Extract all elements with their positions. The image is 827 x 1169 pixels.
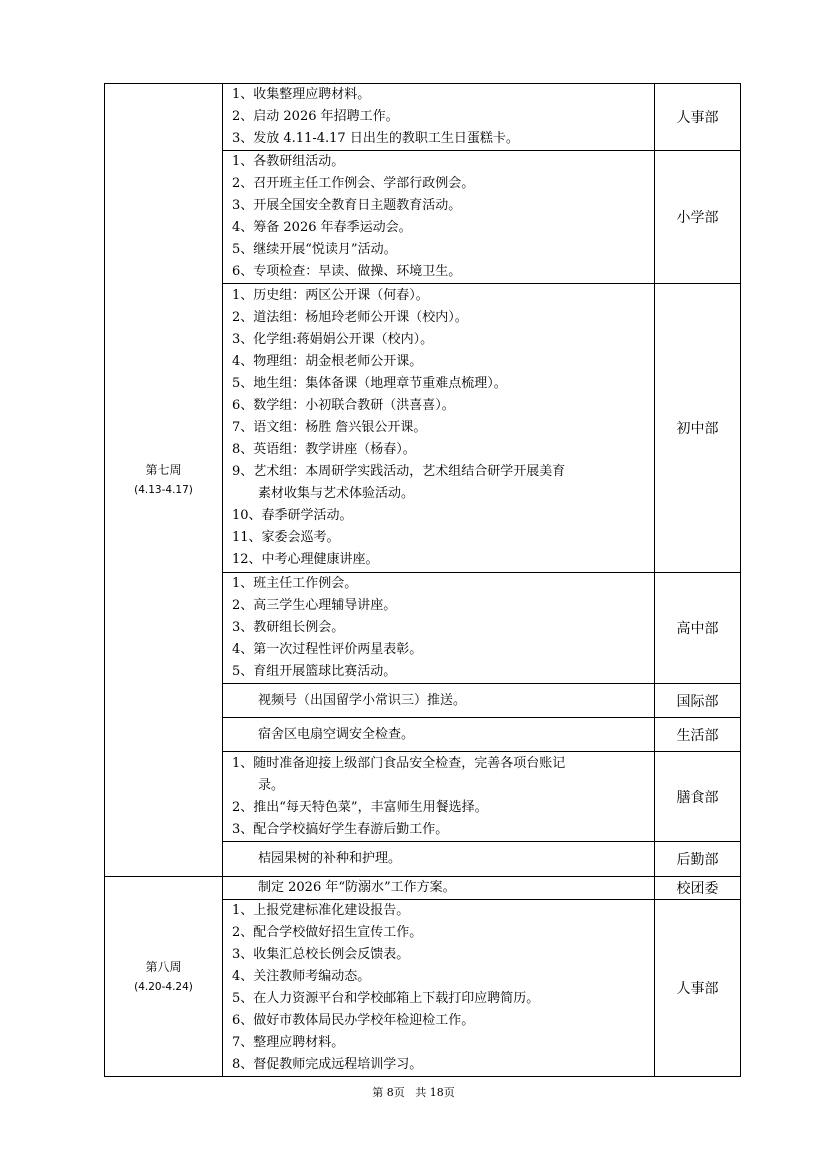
content-cell xyxy=(223,900,655,1077)
list-item: 5、继续开展“悦读月”活动。 xyxy=(232,242,397,257)
list-item: 2、召开班主任工作例会、学部行政例会。 xyxy=(232,176,475,191)
content-cell xyxy=(223,877,655,900)
list-item: 桔园果树的补种和护理。 xyxy=(258,851,402,866)
list-item: 2、推出“每天特色菜”，丰富师生用餐选择。 xyxy=(232,799,488,815)
content-cell xyxy=(223,842,655,877)
list-item: 7、语文组：杨胜 詹兴银公开课。 xyxy=(232,420,427,435)
list-item: 2、启动 2026 年招聘工作。 xyxy=(232,109,399,124)
list-item: 8、英语组：教学讲座（杨春）。 xyxy=(232,442,416,457)
content-cell xyxy=(223,84,655,151)
content-cell xyxy=(223,684,655,718)
list-item: 12、中考心理健康讲座。 xyxy=(232,552,379,567)
list-item: 2、配合学校做好招生宣传工作。 xyxy=(232,925,423,940)
list-item: 5、地生组：集体备课（地理章节重难点梳理）。 xyxy=(232,376,507,391)
list-item: 3、化学组:蒋娟娟公开课（校内）。 xyxy=(232,332,434,347)
content-cell xyxy=(223,718,655,752)
week-range: (4.13-4.17) xyxy=(134,484,193,496)
list-item: 7、整理应聘材料。 xyxy=(232,1035,345,1050)
list-item: 3、收集汇总校长例会反馈表。 xyxy=(232,947,410,962)
dept-cell: 国际部 xyxy=(655,684,741,718)
list-item: 1、历史组：两区公开课（何春）。 xyxy=(232,288,429,303)
list-item: 1、各教研组活动。 xyxy=(232,154,345,169)
dept-cell: 校团委 xyxy=(655,877,741,900)
list-item-continued: 素材收集与艺术体验活动。 xyxy=(258,486,415,501)
list-item: 1、班主任工作例会。 xyxy=(232,576,358,591)
table-row xyxy=(105,84,741,151)
list-item: 2、高三学生心理辅导讲座。 xyxy=(232,598,397,613)
dept-cell: 人事部 xyxy=(655,84,741,151)
week-range: (4.20-4.24) xyxy=(134,980,193,993)
list-item: 4、关注教师考编动态。 xyxy=(232,969,371,984)
dept-cell: 生活部 xyxy=(655,718,741,752)
list-item: 5、育组开展篮球比赛活动。 xyxy=(232,664,397,679)
list-item: 视频号（出国留学小常识三）推送。 xyxy=(258,692,467,708)
content-cell xyxy=(223,752,655,842)
list-item: 宿舍区电扇空调安全检查。 xyxy=(258,726,415,742)
table-row xyxy=(105,877,741,900)
content-cell xyxy=(223,284,655,573)
dept-cell: 小学部 xyxy=(655,151,741,284)
list-item: 8、督促教师完成远程培训学习。 xyxy=(232,1057,423,1072)
schedule-table xyxy=(104,83,741,1077)
list-item: 5、在人力资源平台和学校邮箱上下载打印应聘简历。 xyxy=(232,991,540,1006)
content-cell xyxy=(223,573,655,684)
list-item: 4、筹备 2026 年春季运动会。 xyxy=(232,220,412,235)
list-item: 10、春季研学活动。 xyxy=(232,508,353,523)
week-name: 第七周 xyxy=(145,463,182,477)
list-item: 3、配合学校搞好学生春游后勤工作。 xyxy=(232,821,449,837)
dept-cell: 膳食部 xyxy=(655,752,741,842)
dept-cell: 初中部 xyxy=(655,284,741,573)
list-item: 11、家委会巡考。 xyxy=(232,530,340,545)
list-item: 9、艺术组：本周研学实践活动，艺术组结合研学开展美育 xyxy=(232,464,566,479)
page-number: 第 8页 xyxy=(372,1086,405,1099)
list-item: 3、开展全国安全教育日主题教育活动。 xyxy=(232,198,462,213)
list-item: 3、发放 4.11-4.17 日出生的教职工生日蛋糕卡。 xyxy=(232,131,519,146)
week-cell xyxy=(105,84,223,877)
dept-cell: 后勤部 xyxy=(655,842,741,877)
page-total: 共 18页 xyxy=(415,1086,455,1099)
list-item: 3、教研组长例会。 xyxy=(232,620,345,635)
list-item: 1、收集整理应聘材料。 xyxy=(232,87,371,102)
list-item: 4、物理组：胡金根老师公开课。 xyxy=(232,354,423,369)
page-footer xyxy=(0,1084,827,1100)
list-item: 6、专项检查：早读、做操、环境卫生。 xyxy=(232,264,462,279)
list-item: 1、上报党建标准化建设报告。 xyxy=(232,903,410,918)
content-cell xyxy=(223,151,655,284)
list-item: 1、随时准备迎接上级部门食品安全检查，完善各项台账记 xyxy=(232,755,566,771)
list-item-continued: 录。 xyxy=(258,777,285,793)
dept-cell: 人事部 xyxy=(655,900,741,1077)
list-item: 6、数学组：小初联合教研（洪喜喜）。 xyxy=(232,398,455,413)
dept-cell: 高中部 xyxy=(655,573,741,684)
list-item: 4、第一次过程性评价两星表彰。 xyxy=(232,642,423,657)
list-item: 6、做好市教体局民办学校年检迎检工作。 xyxy=(232,1013,475,1028)
week-cell xyxy=(105,877,223,1077)
list-item: 制定 2026 年“防溺水”工作方案。 xyxy=(258,880,456,895)
list-item: 2、道法组：杨旭玲老师公开课（校内）。 xyxy=(232,310,468,325)
week-name: 第八周 xyxy=(145,959,182,974)
